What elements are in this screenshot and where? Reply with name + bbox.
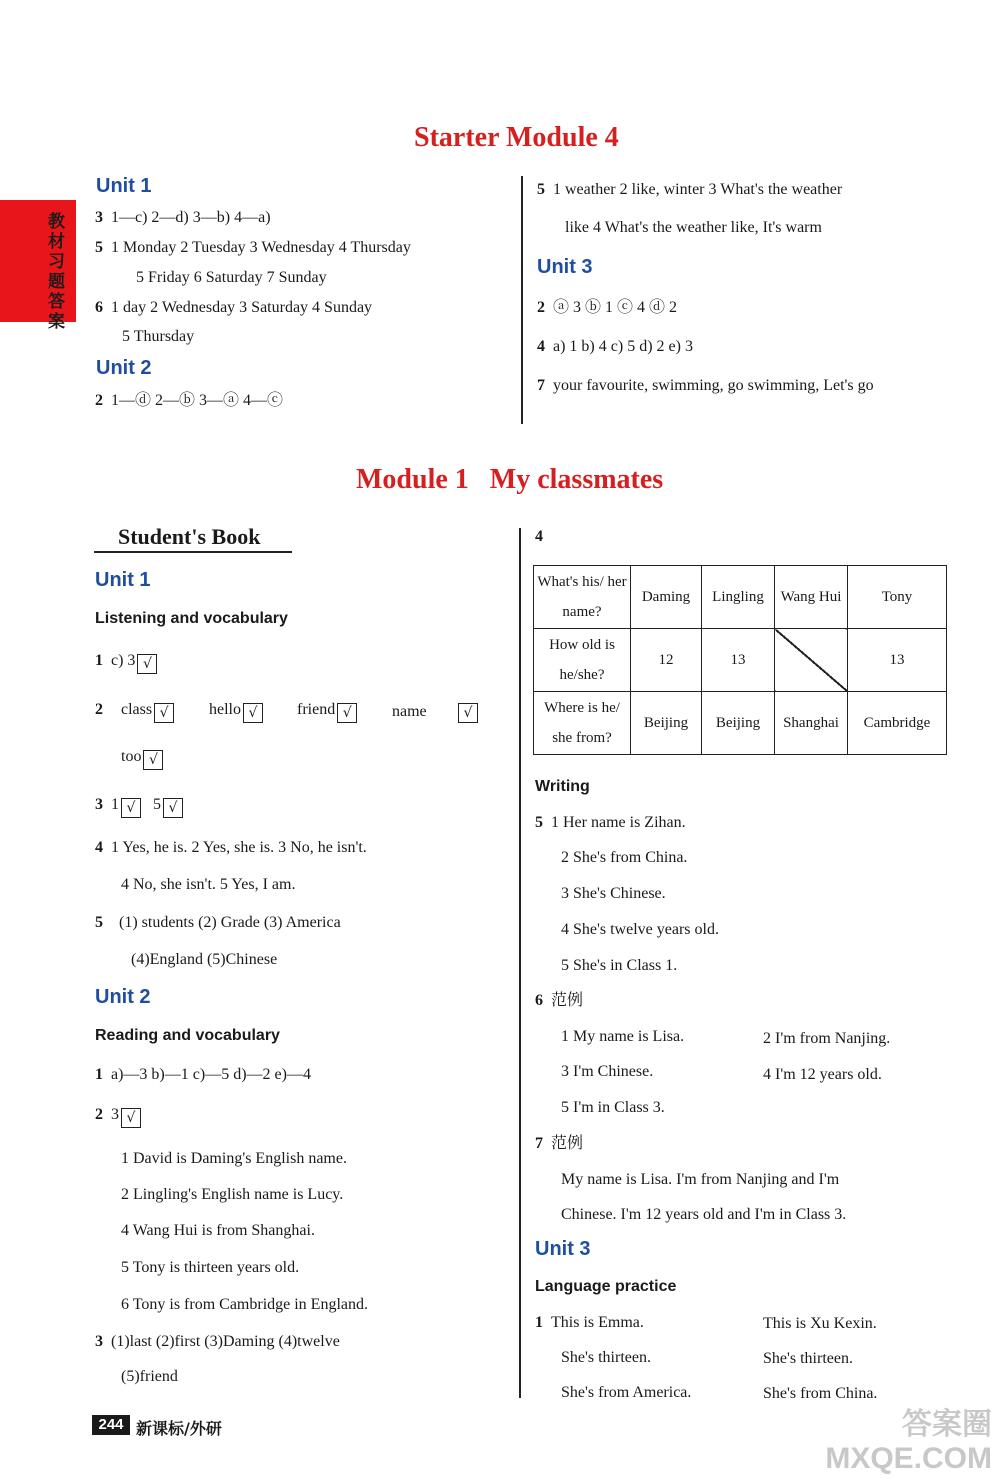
m1-u2-answer-3: 4 Wang Hui is from Shanghai. — [121, 1222, 315, 1239]
starter-u1-line-3: 5 Friday 6 Saturday 7 Sunday — [136, 269, 327, 286]
m1-right-q4-num: 4 — [535, 528, 543, 545]
footer-label: 新课标/外研 — [136, 1419, 222, 1438]
m1-unit3-heading: Unit 3 — [535, 1238, 591, 1260]
m1-u1-q2-word-2: hello √ — [209, 700, 263, 723]
starter-u1-line-5: 5 Thursday — [122, 328, 195, 345]
m1-right-q5-line5: 5 She's in Class 1. — [561, 957, 678, 974]
m1-unit3-sub: Language practice — [535, 1278, 677, 1295]
m1-u2-q1: 1 a)—3 b)—1 c)—5 d)—2 e)—4 — [95, 1066, 311, 1083]
starter-unit2-heading: Unit 2 — [96, 357, 152, 379]
watermark-line-1: 答案圈 — [902, 1407, 992, 1442]
m1-right-q7-label: 7 范例 — [535, 1133, 584, 1152]
writing-heading: Writing — [535, 778, 590, 795]
m1-u1-q2-word-4: name — [392, 703, 427, 720]
table-cell: What's his/ her name? — [534, 566, 631, 629]
students-book-heading: Student's Book — [118, 524, 261, 549]
table-cell: 12 — [631, 629, 702, 692]
check-box: √ — [337, 703, 357, 723]
starter-right-line-1: 5 1 weather 2 like, winter 3 What's the weather — [537, 181, 843, 198]
check-box: √ — [163, 798, 183, 818]
table-cell: Daming — [631, 566, 702, 629]
table-cell: How old is he/she? — [534, 629, 631, 692]
table-cell: Wang Hui — [775, 566, 848, 629]
check-box: √ — [458, 703, 478, 723]
m1-u3-q1-right-3: She's from China. — [763, 1385, 878, 1402]
m1-u1-q1: 1 c) 3 √ — [95, 651, 157, 674]
starter-u3-line-1: 2 ⓐ 3 ⓑ 1 ⓒ 4 ⓓ 2 — [537, 299, 678, 316]
m1-unit2-heading: Unit 2 — [95, 986, 151, 1008]
table-row — [534, 692, 947, 755]
column-divider-top — [521, 176, 523, 424]
m1-u2-answer-2: 2 Lingling's English name is Lucy. — [121, 1186, 344, 1203]
m1-right-q6-a4: 4 I'm 12 years old. — [763, 1066, 882, 1083]
table-cell: Where is he/ she from? — [534, 692, 631, 755]
starter-right-line-2: like 4 What's the weather like, It's warm — [565, 219, 822, 236]
table-cell: Beijing — [631, 692, 702, 755]
starter-u3-line-3: 7 your favourite, swimming, go swimming, Let's go — [537, 377, 874, 394]
m1-u2-answer-4: 5 Tony is thirteen years old. — [121, 1259, 300, 1276]
side-tab-label: 教材习题答案 — [48, 212, 65, 332]
starter-u1-line-2: 5 1 Monday 2 Tuesday 3 Wednesday 4 Thursday — [95, 239, 411, 256]
check-box: √ — [121, 1108, 141, 1128]
m1-u2-q3-line1: 3 (1)last (2)first (3)Daming (4)twelve — [95, 1333, 340, 1350]
starter-unit3-heading: Unit 3 — [537, 256, 593, 278]
m1-u3-q1-right-1: This is Xu Kexin. — [763, 1315, 877, 1332]
m1-u3-q1-left-1: 1 This is Emma. — [535, 1314, 644, 1331]
m1-right-q7-line2: Chinese. I'm 12 years old and I'm in Class 3. — [561, 1206, 847, 1223]
starter-u3-line-2: 4 a) 1 b) 4 c) 5 d) 2 e) 3 — [537, 338, 693, 355]
m1-u1-q5-line1: 5 (1) students (2) Grade (3) America — [95, 914, 341, 931]
m1-right-q7-line1: My name is Lisa. I'm from Nanjing and I'm — [561, 1171, 840, 1188]
m1-right-q6-a5: 5 I'm in Class 3. — [561, 1099, 665, 1116]
table-cell: Cambridge — [848, 692, 947, 755]
info-table — [533, 565, 947, 755]
m1-u1-q2-word-3: friend √ — [297, 700, 357, 723]
table-row — [534, 566, 947, 629]
m1-unit2-sub: Reading and vocabulary — [95, 1027, 280, 1044]
check-box: √ — [121, 798, 141, 818]
m1-right-q5-line3: 3 She's Chinese. — [561, 885, 666, 902]
m1-right-q5-line1: 5 1 Her name is Zihan. — [535, 814, 686, 831]
column-divider-bottom — [519, 528, 521, 1398]
m1-u2-q3-line2: (5)friend — [121, 1368, 178, 1385]
table-cell: Lingling — [702, 566, 775, 629]
m1-right-q6-label: 6 范例 — [535, 990, 584, 1009]
table-cell: Beijing — [702, 692, 775, 755]
check-box: √ — [243, 703, 263, 723]
m1-u3-q1-right-2: She's thirteen. — [763, 1350, 853, 1367]
table-cell: 13 — [702, 629, 775, 692]
check-box: √ — [154, 703, 174, 723]
module1-title: Module 1 My classmates — [356, 464, 664, 495]
m1-u1-q2-word-4-box — [456, 700, 478, 723]
starter-module-title: Starter Module 4 — [414, 122, 619, 153]
table-cell: 13 — [848, 629, 947, 692]
m1-u2-answer-1: 1 David is Daming's English name. — [121, 1150, 347, 1167]
watermark — [825, 1408, 992, 1476]
m1-u1-q2-word-1: class √ — [121, 700, 174, 723]
m1-u2-answer-5: 6 Tony is from Cambridge in England. — [121, 1296, 368, 1313]
m1-u1-q4-line2: 4 No, she isn't. 5 Yes, I am. — [121, 876, 296, 893]
check-box: √ — [143, 750, 163, 770]
m1-unit1-sub: Listening and vocabulary — [95, 610, 288, 627]
watermark-line-2: MXQE.COM — [825, 1442, 992, 1475]
m1-right-q5-line4: 4 She's twelve years old. — [561, 921, 719, 938]
table-cell: Tony — [848, 566, 947, 629]
m1-right-q6-a3: 3 I'm Chinese. — [561, 1063, 654, 1080]
m1-right-q6-a2: 2 I'm from Nanjing. — [763, 1030, 891, 1047]
page-number: 244 — [92, 1415, 130, 1435]
starter-u1-line-1: 3 1—c) 2—d) 3—b) 4—a) — [95, 209, 271, 226]
m1-u1-q2: 2 — [95, 701, 103, 718]
m1-u1-q2-word-5: too √ — [121, 747, 163, 770]
table-cell: Shanghai — [775, 692, 848, 755]
m1-u1-q4-line1: 4 1 Yes, he is. 2 Yes, she is. 3 No, he isn't. — [95, 839, 367, 856]
m1-u3-q1-left-2: She's thirteen. — [561, 1349, 651, 1366]
m1-u2-q2: 2 3 √ — [95, 1105, 141, 1128]
students-book-underline — [94, 551, 292, 553]
starter-unit1-heading: Unit 1 — [96, 175, 152, 197]
table-cell-diagonal — [775, 629, 848, 692]
m1-u3-q1-left-3: She's from America. — [561, 1384, 692, 1401]
m1-right-q6-a1: 1 My name is Lisa. — [561, 1028, 685, 1045]
m1-u1-q5-line2: (4)England (5)Chinese — [131, 951, 278, 968]
m1-right-q5-line2: 2 She's from China. — [561, 849, 688, 866]
table-row — [534, 629, 947, 692]
m1-u1-q3: 3 1 √ 5 √ — [95, 795, 183, 818]
starter-u1-line-4: 6 1 day 2 Wednesday 3 Saturday 4 Sunday — [95, 299, 373, 316]
starter-u2-line-1: 2 1—ⓓ 2—ⓑ 3—ⓐ 4—ⓒ — [95, 392, 284, 409]
m1-unit1-heading: Unit 1 — [95, 569, 151, 591]
check-box: √ — [137, 654, 157, 674]
